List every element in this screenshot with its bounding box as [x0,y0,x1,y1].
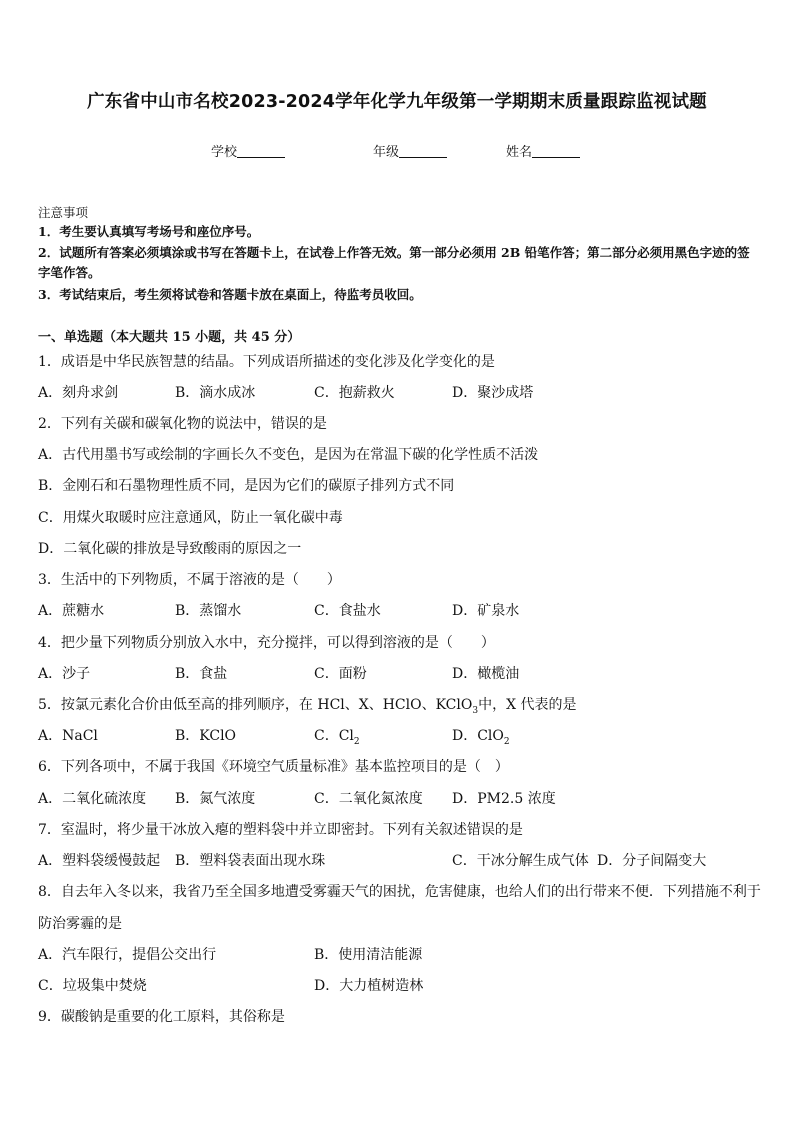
question-stem [38,695,577,721]
option [452,726,510,752]
school-field [211,141,285,160]
option: A．NaCl [38,728,98,744]
option: A．沙子 [38,666,91,682]
stem-text: 中，X 代表的是 [478,697,577,713]
option: B．食盐 [175,666,228,682]
option: D．二氧化碳的排放是导致酸雨的原因之一 [38,541,302,557]
option: C．用煤火取暖时应注意通风，防止一氧化碳中毒 [38,510,343,526]
grade-label: 年级 [373,145,400,160]
option: B．KClO [175,728,237,744]
question-stem: 3．生活中的下列物质，不属于溶液的是（ ） [38,572,341,588]
option: B．蒸馏水 [175,603,242,619]
option: B．滴水成冰 [175,385,256,401]
option: A．蔗糖水 [38,603,105,619]
school-blank [237,145,285,158]
subscript: 2 [353,736,360,747]
grade-blank [399,145,447,158]
option: C．抱薪救火 [314,385,395,401]
name-blank [532,145,580,158]
option: A．古代用墨书写或绘制的字画长久不变色，是因为在常温下碳的化学性质不活泼 [38,447,539,463]
option: C．食盐水 [314,603,381,619]
option: C．面粉 [314,666,367,682]
question-stem: 4．把少量下列物质分别放入水中，充分搅拌，可以得到溶液的是（ ） [38,635,495,651]
option: B．使用清洁能源 [314,947,423,963]
option: A．二氧化硫浓度 [38,791,147,807]
option: A．刻舟求剑 [38,385,119,401]
option: B．金刚石和石墨物理性质不同，是因为它们的碳原子排列方式不同 [38,478,455,494]
school-label: 学校 [211,145,238,160]
option: D．大力植树造林 [314,978,424,994]
section-heading: 一、单选题（本大题共 15 小题，共 45 分） [38,330,301,345]
option: D．橄榄油 [452,666,520,682]
question-stem: 9．碳酸钠是重要的化工原料，其俗称是 [38,1009,285,1025]
option: C．干冰分解生成气体 [452,853,589,869]
note-item: 1．考生要认真填写考场号和座位序号。 [38,224,260,239]
option: B．氮气浓度 [175,791,256,807]
option: A．塑料袋缓慢鼓起 [38,853,161,869]
option-text: D．ClO [452,728,504,744]
option: D．聚沙成塔 [452,385,534,401]
subscript: 3 [472,705,479,716]
grade-field [373,141,447,160]
option: D．PM2.5 浓度 [452,791,556,807]
name-label: 姓名 [506,145,533,160]
question-stem: 6．下列各项中，不属于我国《环境空气质量标准》基本监控项目的是（ ） [38,759,509,775]
question-stem-cont: 防治雾霾的是 [38,916,122,932]
note-item: 2．试题所有答案必须填涂或书写在答题卡上，在试卷上作答无效。第一部分必须用 2B 铅笔作答；第二部分必须用黑色字迹的签字笔作答。 [38,245,750,280]
subscript: 2 [503,736,510,747]
notes-heading: 注意事项 [38,205,89,220]
option: C．垃圾集中焚烧 [38,978,147,994]
option: C．二氧化氮浓度 [314,791,423,807]
option: B．塑料袋表面出现水珠 [175,853,326,869]
option: D．矿泉水 [452,603,520,619]
option: A．汽车限行，提倡公交出行 [38,947,217,963]
question-stem: 7．室温时，将少量干冰放入瘪的塑料袋中并立即密封。下列有关叙述错误的是 [38,822,523,838]
page-title: 广东省中山市名校2023-2024学年化学九年级第一学期期末质量跟踪监视试题 [87,92,707,112]
stem-text: 5．按氯元素化合价由低至高的排列顺序，在 HCl、X、HClO、KClO [38,697,473,713]
name-field [506,141,580,160]
question-stem: 8．自去年入冬以来，我省乃至全国多地遭受雾霾天气的困扰，危害健康，也给人们的出行带来不便．下列措施不利于 [38,884,761,900]
note-item: 3．考试结束后，考生须将试卷和答题卡放在桌面上，待监考员收回。 [38,287,422,302]
question-stem: 1．成语是中华民族智慧的结晶。下列成语所描述的变化涉及化学变化的是 [38,354,495,370]
option-text: C．Cl [314,728,354,744]
option: D．分子间隔变大 [597,853,707,869]
option [314,726,360,752]
question-stem: 2．下列有关碳和碳氧化物的说法中，错误的是 [38,416,327,432]
